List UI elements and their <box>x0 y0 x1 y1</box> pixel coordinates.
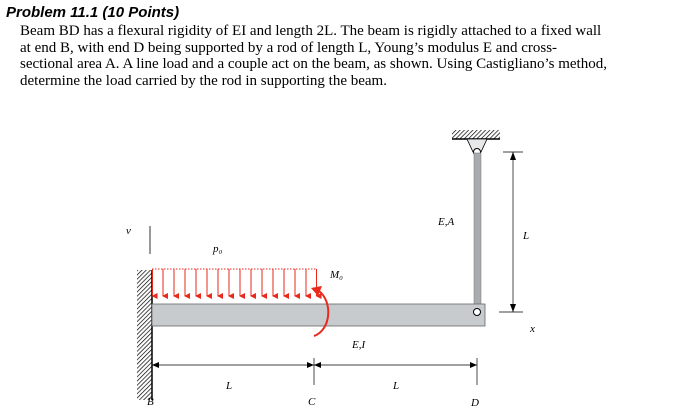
support-rod <box>474 153 481 308</box>
point-d-label: D <box>471 397 479 409</box>
span-bc-label: L <box>226 380 233 392</box>
span-cd-label: L <box>393 380 400 392</box>
distributed-load <box>152 269 317 296</box>
problem-title: Problem 11.1 (10 Points) <box>6 4 180 21</box>
ei-label: E,I <box>352 339 366 351</box>
point-b-label: B <box>147 396 154 408</box>
span-dimension <box>152 358 477 385</box>
statement-line: at end B, with end D being supported by a rod of length L, Young’s modulus E and cross- <box>20 39 558 56</box>
rod-length-label: L <box>523 230 530 242</box>
x-axis-label: x <box>530 323 535 335</box>
beam-bd <box>152 304 485 326</box>
statement-line: determine the load carried by the rod in supporting the beam. <box>20 72 387 89</box>
rod-length-dimension <box>499 152 523 312</box>
ea-label: E,A <box>438 216 455 228</box>
fixed-wall <box>137 270 152 400</box>
v-label: v <box>126 225 131 237</box>
point-c-label: C <box>308 396 316 408</box>
statement-line: sectional area A. A line load and a couple act on the beam, as shown. Using Castigliano’s method, <box>20 56 607 72</box>
m0-label: M₀ <box>330 269 343 281</box>
p0-label: p₀ <box>213 243 223 255</box>
statement-line: Beam BD has a flexural rigidity of EI and length 2L. The beam is rigidly attached to a fixed wall <box>20 23 602 39</box>
ceiling-support <box>452 130 500 139</box>
bottom-pin-icon <box>474 309 481 316</box>
